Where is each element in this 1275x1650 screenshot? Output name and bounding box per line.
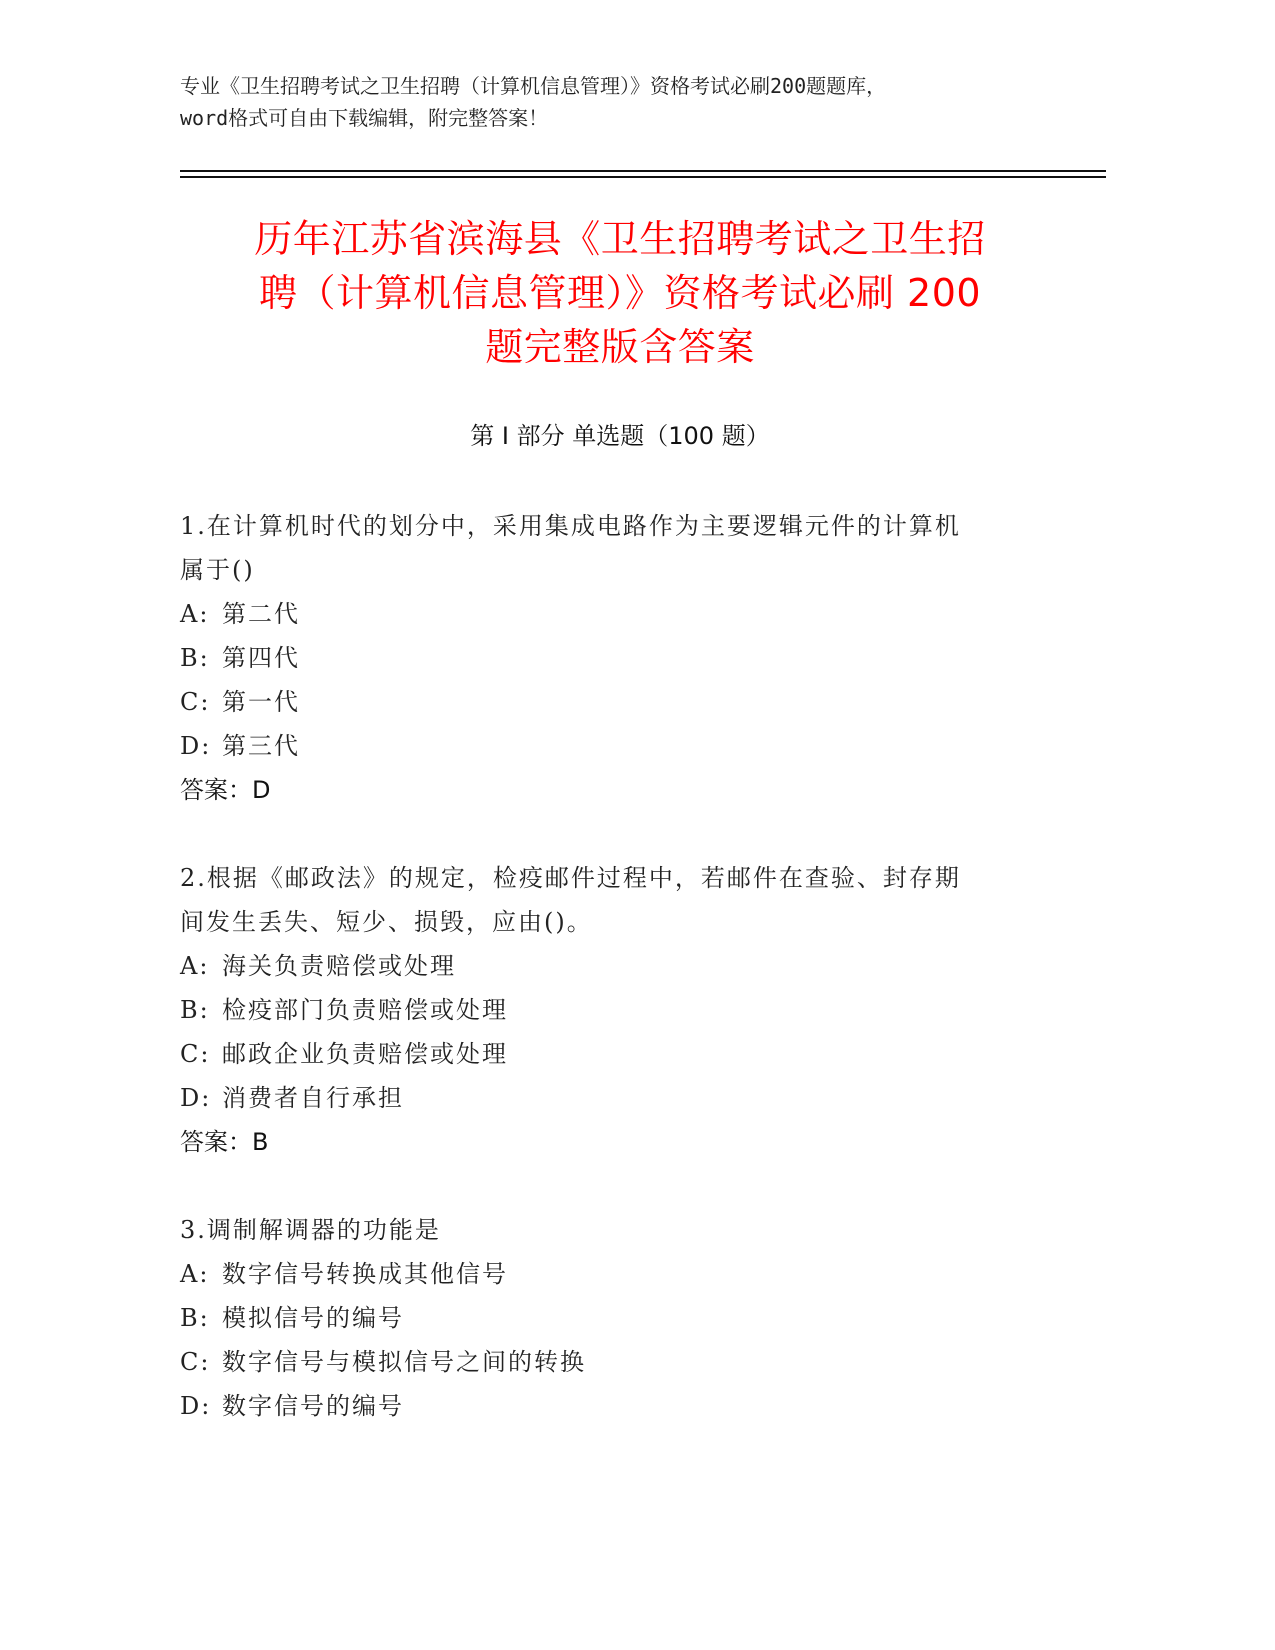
option-key: C: [180, 1040, 211, 1068]
option-a [180, 592, 1040, 636]
question-list [180, 504, 1040, 1428]
question-stem [180, 504, 1040, 592]
question-stem [180, 1208, 1040, 1252]
option-b [180, 1296, 1040, 1340]
option-a [180, 944, 1040, 988]
option-text: 检疫部门负责赔偿或处理 [222, 996, 508, 1024]
option-key: B: [180, 644, 210, 672]
header-divider [180, 170, 1106, 172]
answer-line: 答案：B [180, 1128, 269, 1156]
question-stem-line: 间发生丢失、短少、损毁，应由()。 [180, 908, 593, 936]
question-stem-line: 2.根据《邮政法》的规定，检疫邮件过程中，若邮件在查验、封存期 [180, 864, 961, 892]
header-note [180, 70, 1080, 134]
option-c [180, 680, 1040, 724]
option-text: 海关负责赔偿或处理 [222, 952, 456, 980]
option-text: 第三代 [222, 732, 300, 760]
title-line: 聘（计算机信息管理）》资格考试必刷 200 [258, 271, 982, 315]
option-text: 数字信号转换成其他信号 [222, 1260, 508, 1288]
option-d [180, 1076, 1040, 1120]
question-item [180, 1208, 1040, 1428]
option-c [180, 1340, 1040, 1384]
option-text: 第二代 [222, 600, 300, 628]
option-key: B: [180, 1304, 210, 1332]
option-key: C: [180, 1348, 211, 1376]
title-line: 历年江苏省滨海县《卫生招聘考试之卫生招 [254, 217, 986, 261]
option-d [180, 724, 1040, 768]
option-b [180, 636, 1040, 680]
question-stem-line: 1.在计算机时代的划分中，采用集成电路作为主要逻辑元件的计算机 [180, 512, 961, 540]
question-item [180, 504, 1040, 812]
option-a [180, 1252, 1040, 1296]
option-key: A: [180, 600, 210, 628]
option-text: 第四代 [222, 644, 300, 672]
option-text: 数字信号的编号 [222, 1392, 404, 1420]
question-stem-line: 属于() [180, 556, 255, 584]
option-text: 第一代 [222, 688, 300, 716]
question-stem [180, 856, 1040, 944]
title-line: 题完整版含答案 [485, 325, 755, 369]
option-key: D: [180, 1392, 212, 1420]
option-text: 数字信号与模拟信号之间的转换 [222, 1348, 586, 1376]
option-text: 邮政企业负责赔偿或处理 [222, 1040, 508, 1068]
option-key: B: [180, 996, 210, 1024]
section-heading: 第 I 部分 单选题（100 题） [470, 422, 770, 450]
option-key: C: [180, 688, 211, 716]
option-key: D: [180, 1084, 212, 1112]
option-text: 模拟信号的编号 [222, 1304, 404, 1332]
option-b [180, 988, 1040, 1032]
answer-line: 答案：D [180, 776, 271, 804]
header-note-line: word格式可自由下载编辑，附完整答案！ [180, 106, 549, 130]
header-note-line: 专业《卫生招聘考试之卫生招聘（计算机信息管理）》资格考试必刷200题题库， [180, 74, 887, 98]
option-key: A: [180, 1260, 210, 1288]
option-c [180, 1032, 1040, 1076]
option-d [180, 1384, 1040, 1428]
question-item [180, 856, 1040, 1164]
option-text: 消费者自行承担 [222, 1084, 404, 1112]
header-divider [180, 176, 1106, 178]
document-title [180, 212, 1060, 374]
option-key: D: [180, 732, 212, 760]
option-key: A: [180, 952, 210, 980]
question-stem-line: 3.调制解调器的功能是 [180, 1216, 441, 1244]
